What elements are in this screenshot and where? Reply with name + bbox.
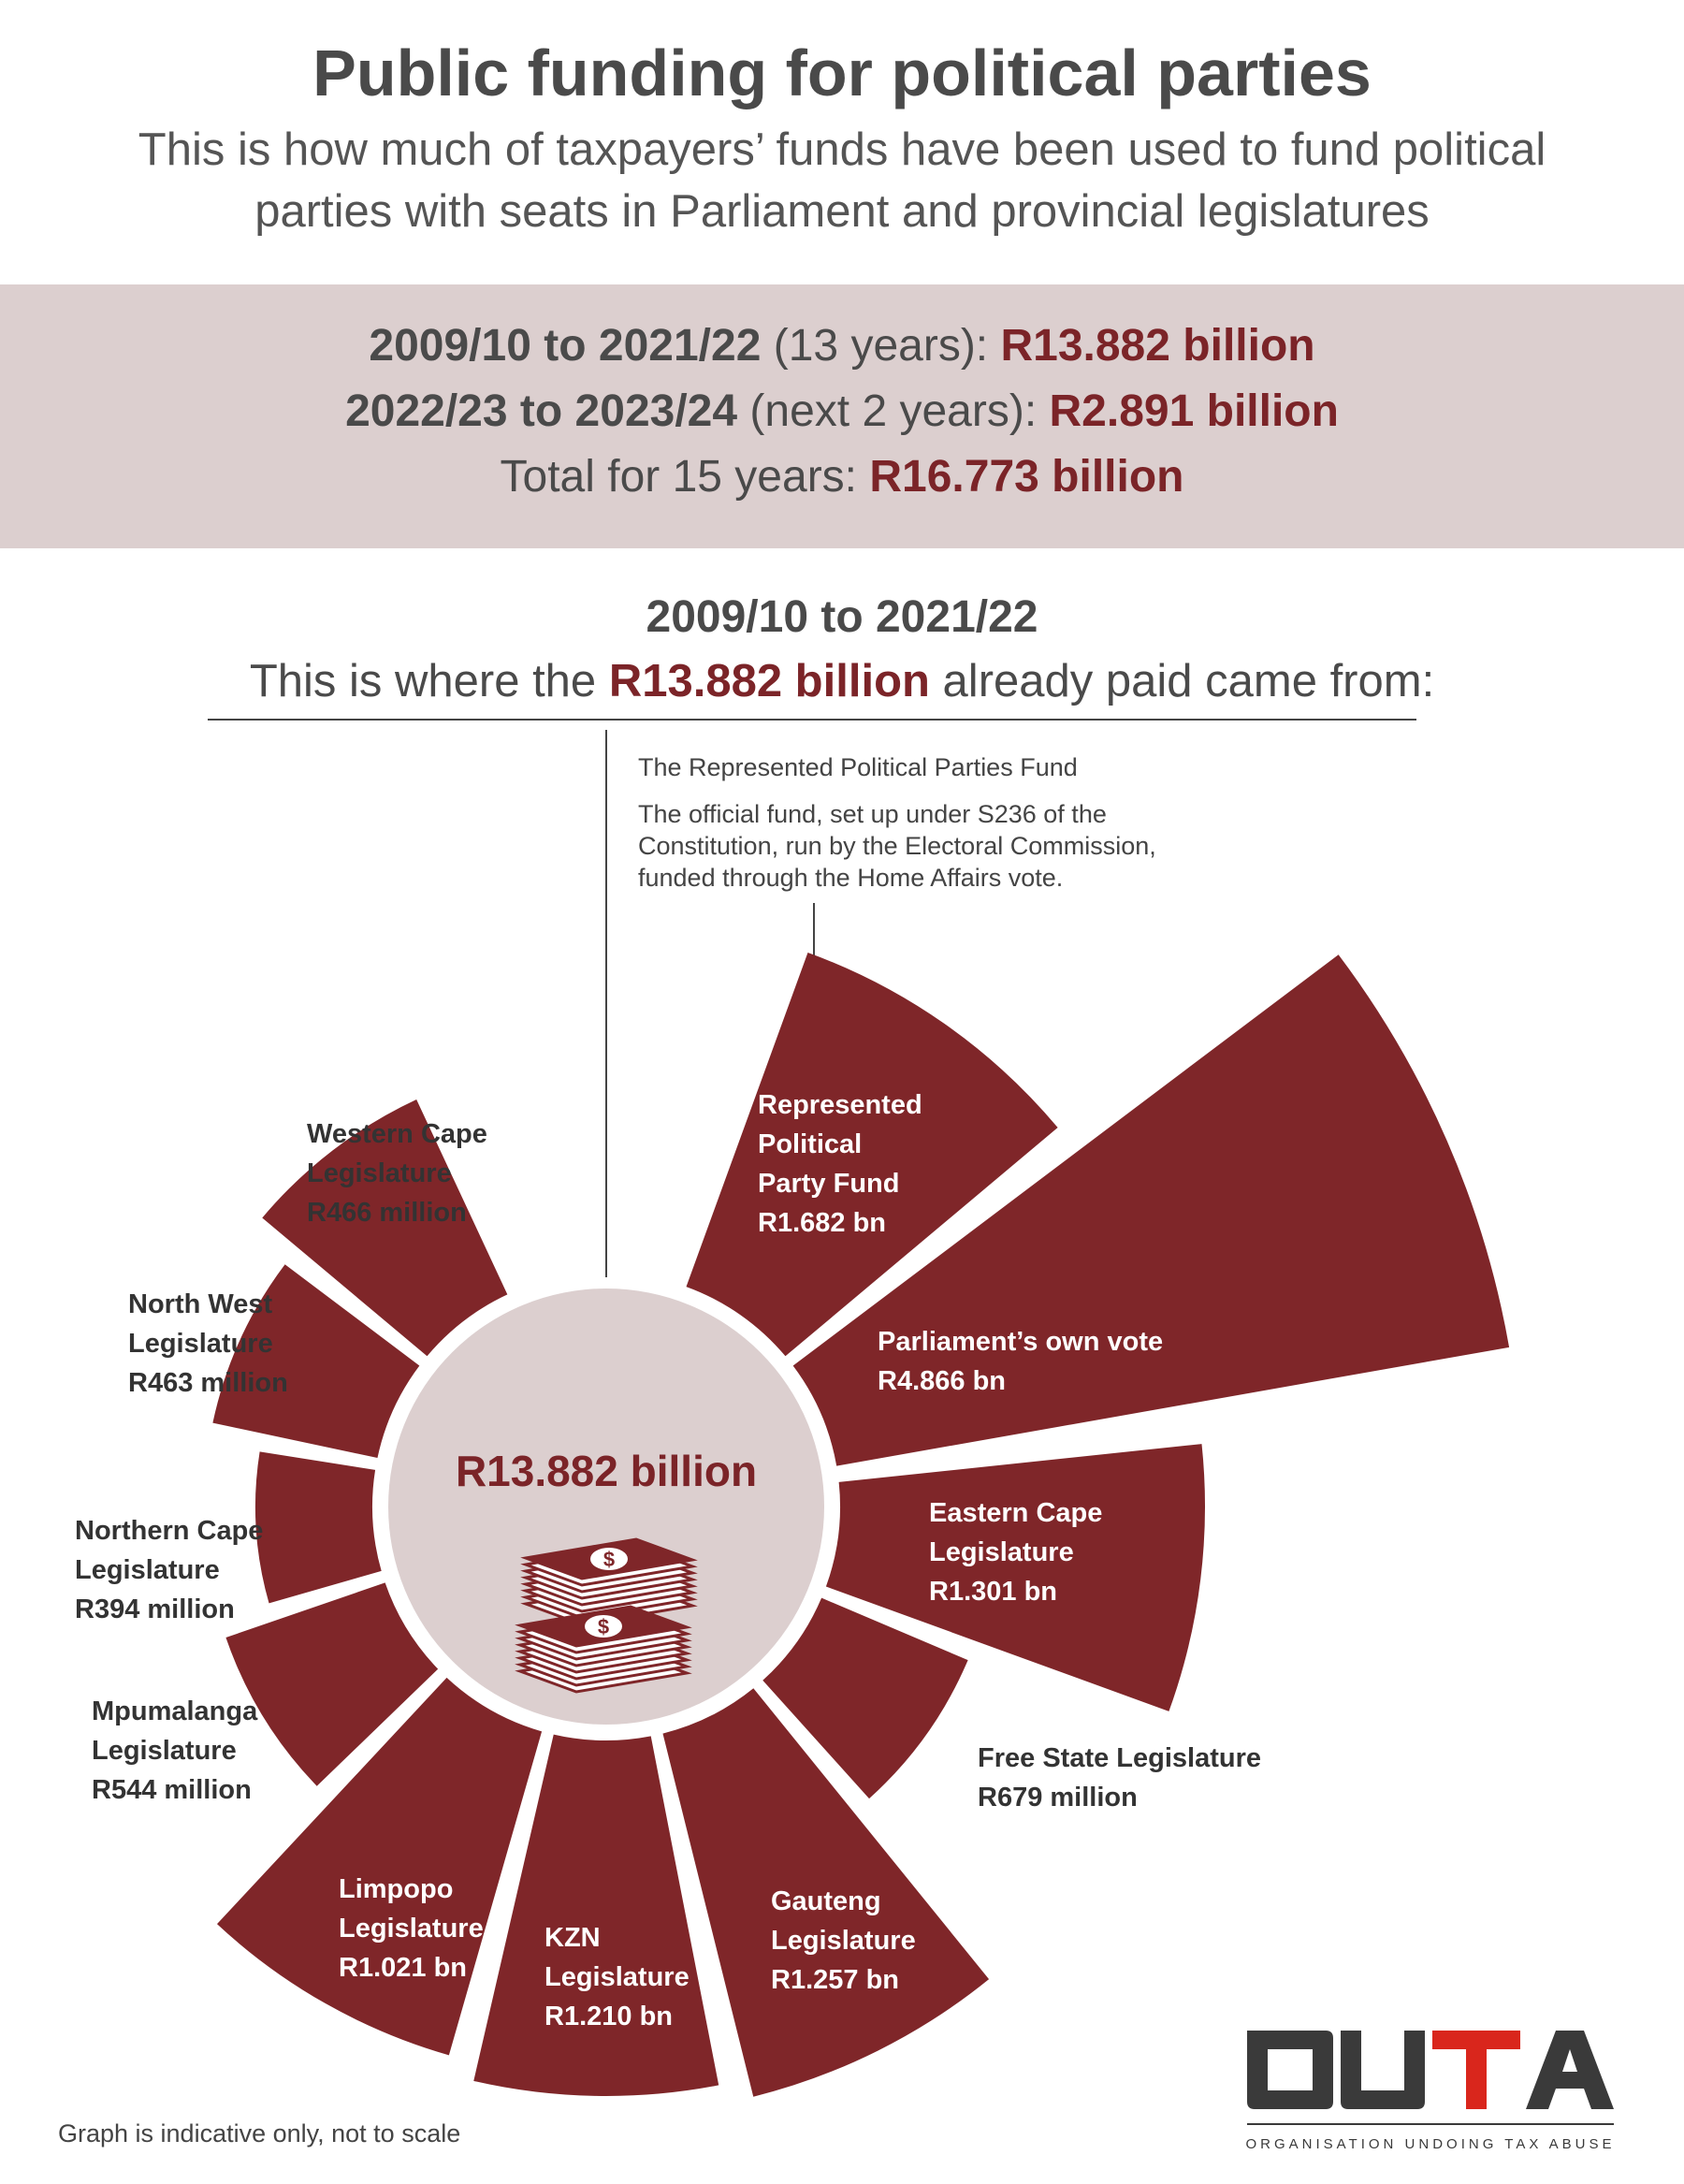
wedge-label-line: Legislature	[128, 1329, 273, 1359]
wedge-label-10	[307, 1114, 487, 1232]
subtitle-line-2: parties with seats in Parliament and provincial legislatures	[254, 186, 1430, 237]
wedge-label-line: Gauteng	[771, 1886, 881, 1916]
wedge-label-line: Legislature	[929, 1537, 1074, 1567]
wedge-label-6	[339, 1870, 484, 1987]
subtitle-line-1: This is how much of taxpayers’ funds have been used to fund political	[138, 124, 1546, 175]
wedge-label-1	[878, 1322, 1163, 1401]
note-title: The Represented Political Parties Fund	[638, 753, 1078, 781]
wedge-label-0	[758, 1085, 922, 1243]
wedge-label-line: KZN	[544, 1923, 601, 1953]
wedge-label-line: R4.866 bn	[878, 1366, 1006, 1396]
summary-period-2: 2022/23 to 2023/24	[345, 386, 738, 436]
svg-text:$: $	[597, 1615, 610, 1638]
wedge-label-8	[75, 1511, 263, 1629]
summary-amount-2: R2.891 billion	[1049, 386, 1339, 436]
wedge-label-line: Party Fund	[758, 1169, 900, 1199]
summary-period-1: 2009/10 to 2021/22	[369, 321, 762, 371]
wedge-label-line: R679 million	[978, 1783, 1138, 1813]
wedge-label-line: Western Cape	[307, 1119, 487, 1149]
wedge-label-line: Legislature	[75, 1555, 220, 1585]
center-total-label: R13.882 billion	[455, 1447, 758, 1495]
wedge-label-line: R1.301 bn	[929, 1577, 1057, 1607]
wedge-label-line: Legislature	[92, 1736, 237, 1766]
wedge-label-line: Legislature	[339, 1914, 484, 1944]
section-sub-suffix: already paid came from:	[929, 656, 1435, 706]
wedge-label-line: R1.210 bn	[544, 2002, 673, 2031]
wedge-label-line: Limpopo	[339, 1874, 454, 1904]
note-line-1: The official fund, set up under S236 of the	[638, 800, 1107, 828]
wedge-label-9	[128, 1285, 288, 1403]
wedge-label-line: Political	[758, 1129, 863, 1159]
summary-amount-1: R13.882 billion	[1000, 321, 1315, 371]
footnote: Graph is indicative only, not to scale	[58, 2119, 461, 2148]
wedge-label-line: North West	[128, 1289, 273, 1319]
wedge-label-line: R1.021 bn	[339, 1953, 467, 1983]
wedge-label-line: R394 million	[75, 1594, 235, 1624]
wedge-label-line: R463 million	[128, 1368, 288, 1398]
wedge-label-line: Legislature	[771, 1926, 916, 1956]
wedge-label-line: Legislature	[544, 1962, 690, 1992]
wedge-8	[255, 1451, 382, 1603]
svg-text:$: $	[602, 1548, 616, 1571]
logo-tagline: ORGANISATION UNDOING TAX ABUSE	[1245, 2136, 1616, 2152]
wedge-label-line: R466 million	[307, 1198, 467, 1228]
wedge-label-5	[544, 1918, 690, 2036]
wedge-label-line: R1.257 bn	[771, 1965, 899, 1995]
wedge-label-line: R1.682 bn	[758, 1208, 886, 1238]
wedge-label-line: Mpumalanga	[92, 1696, 258, 1726]
wedge-label-line: Free State Legislature	[978, 1743, 1261, 1773]
wedge-label-3	[978, 1739, 1261, 1817]
section-sub-prefix: This is where the	[249, 656, 609, 706]
summary-total-label: Total for 15 years:	[500, 452, 870, 502]
section-sub-amount: R13.882 billion	[608, 656, 930, 706]
wedge-label-line: Represented	[758, 1090, 922, 1120]
wedge-label-4	[771, 1882, 916, 2000]
wedge-label-line: Parliament’s own vote	[878, 1327, 1164, 1357]
summary-total-amount: R16.773 billion	[869, 452, 1184, 502]
summary-note-2: (next 2 years):	[737, 386, 1050, 436]
page-title: Public funding for political parties	[312, 36, 1372, 109]
wedge-label-line: R544 million	[92, 1775, 252, 1805]
wedge-label-line: Northern Cape	[75, 1516, 264, 1546]
wedge-label-line: Legislature	[307, 1158, 452, 1188]
summary-note-1: (13 years):	[761, 321, 1001, 371]
wedge-label-2	[929, 1493, 1102, 1611]
note-line-3: funded through the Home Affairs vote.	[638, 864, 1064, 892]
note-line-2: Constitution, run by the Electoral Commission,	[638, 832, 1156, 860]
wedge-label-line: Eastern Cape	[929, 1498, 1103, 1528]
section-title: 2009/10 to 2021/22	[646, 592, 1038, 642]
outa-logo	[1240, 2021, 1623, 2162]
wedge-label-7	[92, 1692, 257, 1810]
